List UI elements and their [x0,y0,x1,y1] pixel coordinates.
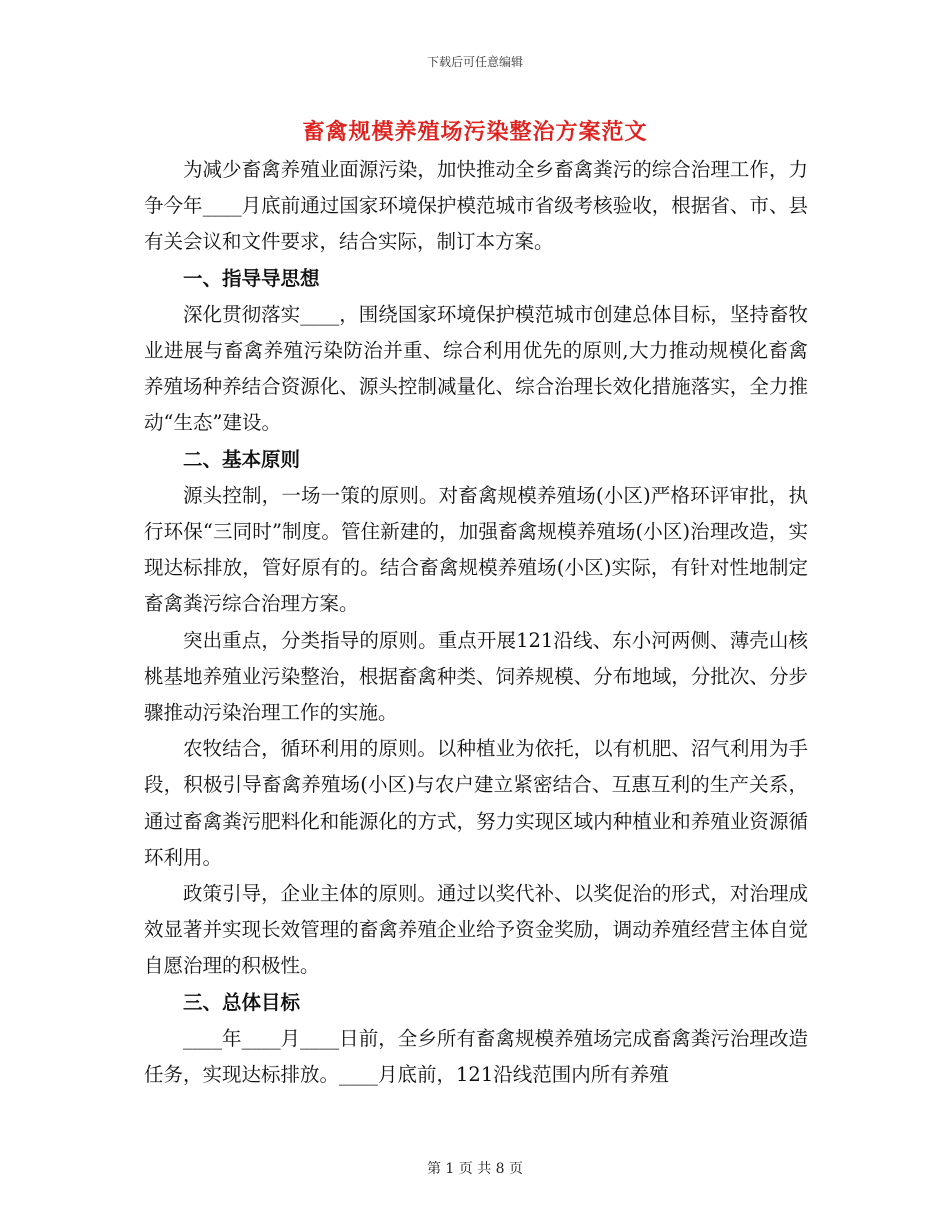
paragraph-intro: 为减少畜禽养殖业面源污染，加快推动全乡畜禽粪污的综合治理工作，力争今年____月底前通过国家环境保护模范城市省级考核验收，根据省、市、县有关会议和文件要求，结合实际，制订本方案。 [144,158,808,254]
section-heading-overall-goal: 三、总体目标 [183,990,301,1014]
paragraph-principle-key-focus: 突出重点，分类指导的原则。重点开展121沿线、东小河两侧、薄壳山核桃基地养殖业污染整治，根据畜禽种类、饲养规模、分布地域，分批次、分步骤推动污染治理工作的实施。 [144,628,808,725]
paragraph-principle-farming-cycle: 农牧结合，循环利用的原则。以种植业为依托，以有机肥、沼气利用为手段，积极引导畜禽养殖场(小区)与农户建立紧密结合、互惠互利的生产关系，通过畜禽粪污肥料化和能源化的方式，努力实现区域内种植业和养殖业资源循环利用。 [144,737,808,869]
paragraph-overall-goal: ____年____月____日前，全乡所有畜禽规模养殖场完成畜禽粪污治理改造任务，实现达标排放。____月底前，121沿线范围内所有养殖 [144,1026,808,1087]
paragraph-guiding-ideology: 深化贯彻落实____，围绕国家环境保护模范城市创建总体目标，坚持畜牧业进展与畜禽养殖污染防治并重、综合利用优先的原则,大力推动规模化畜禽养殖场种养结合资源化、源头控制减量化、综合治理长效化措施落实，全力推动“生态”建设。 [144,302,808,435]
page-number-footer: 第 1 页 共 8 页 [426,1161,524,1177]
paragraph-principle-policy-guidance: 政策引导，企业主体的原则。通过以奖代补、以奖促治的形式，对治理成效显著并实现长效管理的畜禽养殖企业给予资金奖励，调动养殖经营主体自觉自愿治理的积极性。 [144,882,808,978]
paragraph-principle-source-control: 源头控制，一场一策的原则。对畜禽规模养殖场(小区)严格环评审批，执行环保“三同时”制度。管住新建的，加强畜禽规模养殖场(小区)治理改造，实现达标排放，管好原有的。结合畜禽规模养殖场(小区)实际，有针对性地制定畜禽粪污综合治理方案。 [144,483,808,616]
section-heading-basic-principles: 二、基本原则 [183,447,301,471]
document-body [144,152,808,1093]
header-note: 下载后可任意编辑 [426,55,523,69]
document-title: 畜禽规模养殖场污染整治方案范文 [302,119,648,145]
section-heading-guiding-ideology: 一、指导导思想 [183,266,320,290]
